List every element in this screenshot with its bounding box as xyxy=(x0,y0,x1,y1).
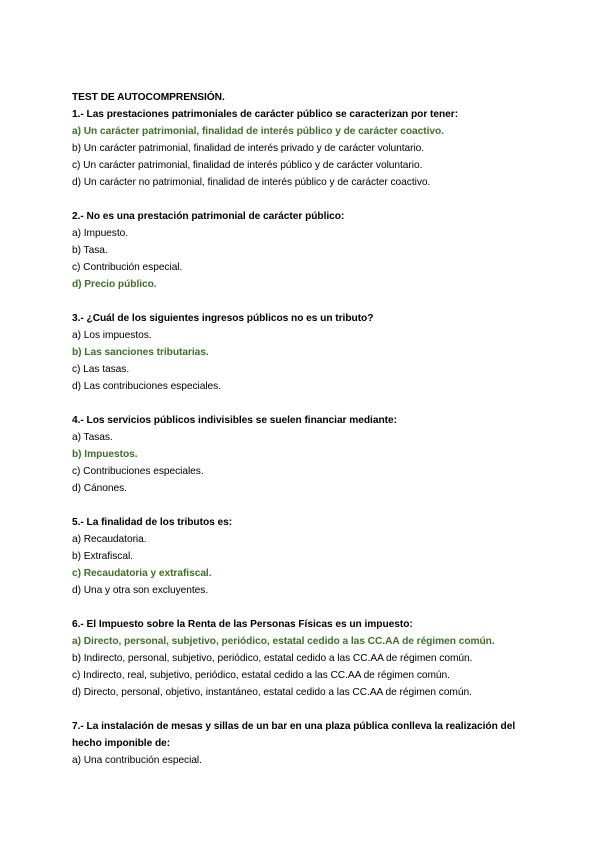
answer-option: c) Contribución especial. xyxy=(72,262,183,273)
answer-option: b) Un carácter patrimonial, finalidad de interés privado y de carácter voluntario. xyxy=(72,143,425,154)
question-block xyxy=(72,412,542,497)
answer-option-correct: c) Recaudatoria y extrafiscal. xyxy=(72,568,212,579)
answer-option: a) Impuesto. xyxy=(72,228,129,239)
answer-option: b) Extrafiscal. xyxy=(72,551,133,562)
question-text: 1.- Las prestaciones patrimoniales de carácter público se caracterizan por tener: xyxy=(72,109,459,120)
document-page xyxy=(72,89,542,769)
question-block xyxy=(72,310,542,395)
spacer xyxy=(72,701,542,718)
spacer xyxy=(72,293,542,310)
question-block xyxy=(72,106,542,191)
answer-option: b) Tasa. xyxy=(72,245,108,256)
answer-option-correct: b) Impuestos. xyxy=(72,449,138,460)
question-text: 6.- El Impuesto sobre la Renta de las Personas Físicas es un impuesto: xyxy=(72,619,413,630)
question-block xyxy=(72,616,542,701)
answer-option: c) Las tasas. xyxy=(72,364,130,375)
answer-option-correct: b) Las sanciones tributarias. xyxy=(72,347,209,358)
spacer xyxy=(72,395,542,412)
answer-option: a) Los impuestos. xyxy=(72,330,152,341)
answer-option-correct: d) Precio público. xyxy=(72,279,157,290)
answer-option: d) Las contribuciones especiales. xyxy=(72,381,221,392)
spacer xyxy=(72,191,542,208)
question-block xyxy=(72,718,542,769)
question-text: 2.- No es una prestación patrimonial de carácter público: xyxy=(72,211,345,222)
answer-option: d) Directo, personal, objetivo, instantáneo, estatal cedido a las CC.AA de régimen común. xyxy=(72,687,472,698)
document-title: TEST DE AUTOCOMPRENSIÓN. xyxy=(72,92,225,103)
answer-option-correct: a) Directo, personal, subjetivo, periódico, estatal cedido a las CC.AA de régimen común. xyxy=(72,636,495,647)
answer-option: c) Indirecto, real, subjetivo, periódico, estatal cedido a las CC.AA de régimen común. xyxy=(72,670,450,681)
question-block xyxy=(72,514,542,599)
answer-option: d) Cánones. xyxy=(72,483,127,494)
question-text: 4.- Los servicios públicos indivisibles se suelen financiar mediante: xyxy=(72,415,397,426)
answer-option: c) Contribuciones especiales. xyxy=(72,466,204,477)
answer-option-correct: a) Un carácter patrimonial, finalidad de interés público y de carácter coactivo. xyxy=(72,126,444,137)
spacer xyxy=(72,497,542,514)
spacer xyxy=(72,599,542,616)
answer-option: d) Un carácter no patrimonial, finalidad de interés público y de carácter coactivo. xyxy=(72,177,431,188)
question-text: 7.- La instalación de mesas y sillas de un bar en una plaza pública conlleva la realización del hecho imponible de: xyxy=(72,721,516,749)
question-block xyxy=(72,208,542,293)
answer-option: c) Un carácter patrimonial, finalidad de interés público y de carácter voluntario. xyxy=(72,160,423,171)
answer-option: d) Una y otra son excluyentes. xyxy=(72,585,209,596)
answer-option: a) Tasas. xyxy=(72,432,113,443)
answer-option: a) Recaudatoria. xyxy=(72,534,147,545)
answer-option: a) Una contribución especial. xyxy=(72,755,202,766)
answer-option: b) Indirecto, personal, subjetivo, periódico, estatal cedido a las CC.AA de régimen común. xyxy=(72,653,473,664)
question-text: 5.- La finalidad de los tributos es: xyxy=(72,517,233,528)
question-text: 3.- ¿Cuál de los siguientes ingresos públicos no es un tributo? xyxy=(72,313,374,324)
